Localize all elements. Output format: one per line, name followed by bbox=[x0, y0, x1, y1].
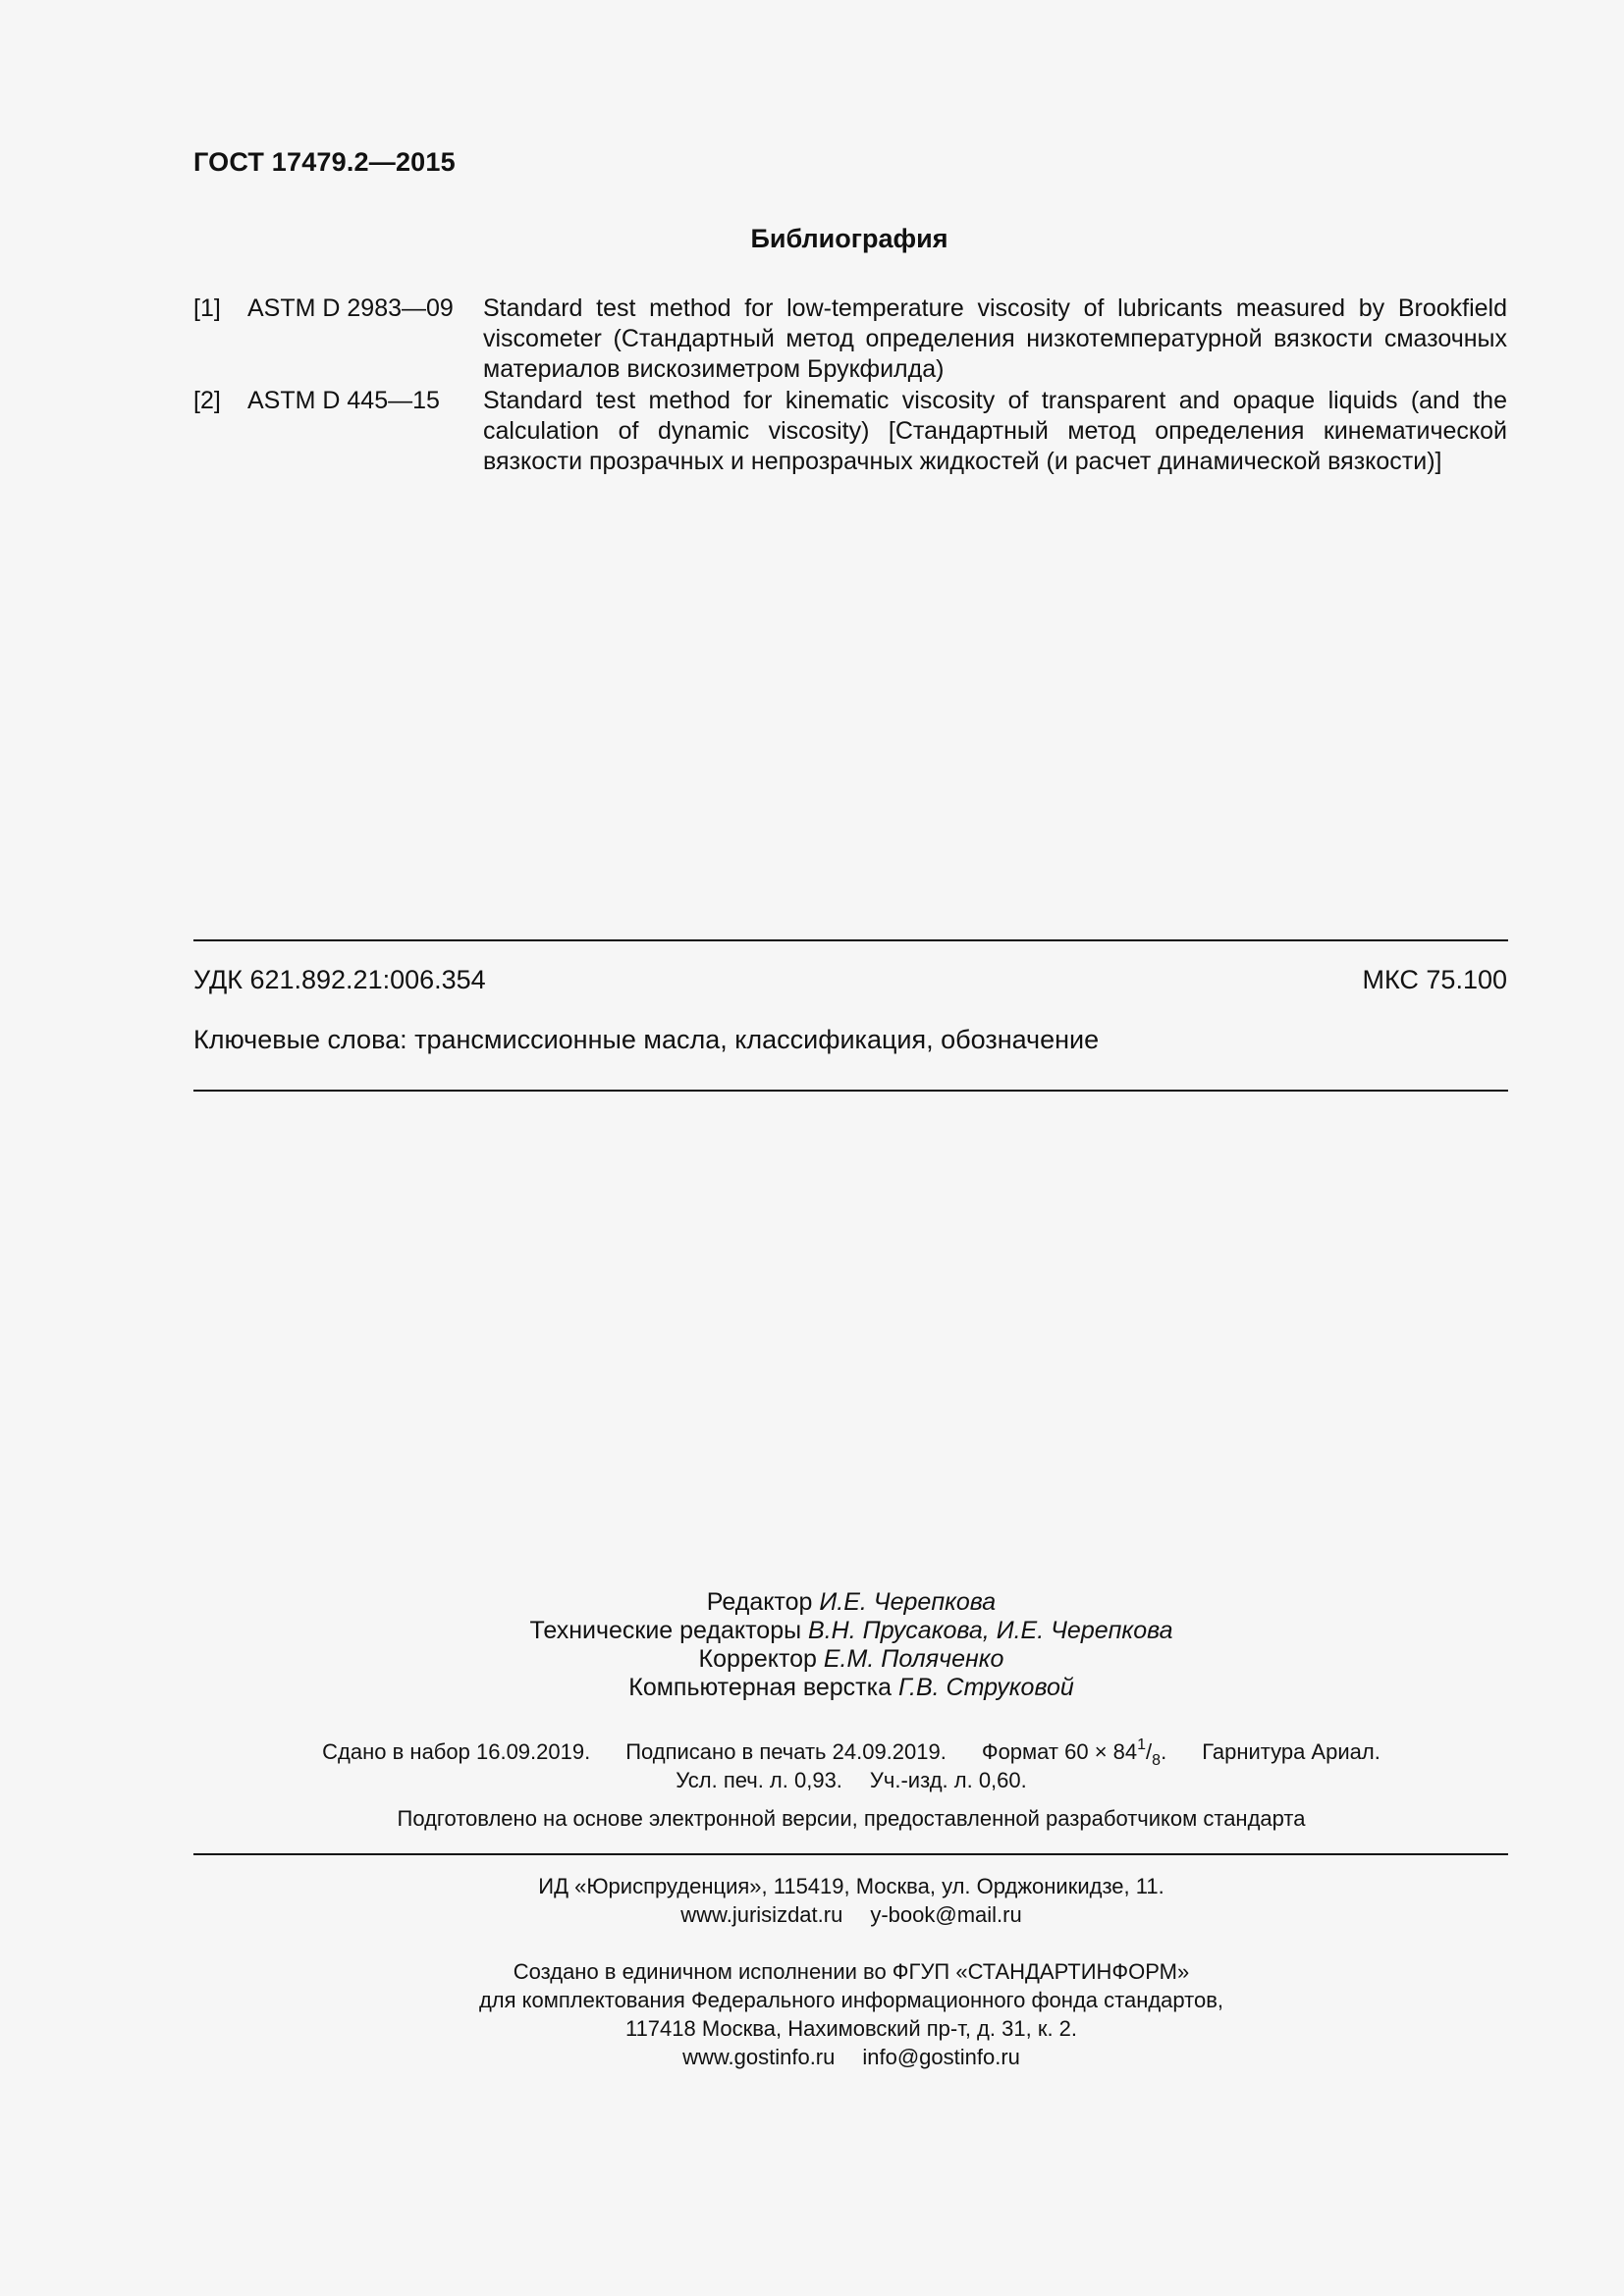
corrector-line bbox=[0, 1645, 1624, 1674]
entry-code: ASTM D 2983—09 bbox=[247, 294, 454, 322]
created-block bbox=[0, 1957, 1624, 2071]
created-line-3: 117418 Москва, Нахимовский пр-т, д. 31, к. 2. bbox=[624, 2016, 1078, 2041]
entry-text: Standard test method for kinematic viscosity of transparent and opaque liquids (and the calculation of dynamic viscosity) [Стандартный метод определения кинематической вязкости прозрачных и непрозрачных жидкостей (и расчет динамической вязкости)] bbox=[483, 387, 1507, 475]
print-info-line-1 bbox=[0, 1736, 1624, 1769]
publisher-address: ИД «Юриспруденция», 115419, Москва, ул. Орджоникидзе, 11. bbox=[538, 1874, 1164, 1898]
publish-sheets: Уч.-изд. л. 0,60. bbox=[869, 1768, 1027, 1792]
editor-name: И.Е. Черепкова bbox=[819, 1588, 997, 1616]
format-numerator: 1 bbox=[1137, 1736, 1147, 1753]
bibliography-title: Библиография bbox=[750, 224, 948, 253]
editor-label: Редактор bbox=[706, 1588, 813, 1616]
tech-editors-label: Технические редакторы bbox=[529, 1617, 802, 1644]
publisher-block bbox=[0, 1872, 1624, 1929]
created-line-2: для комплектования Федерального информационного фонда стандартов, bbox=[478, 1988, 1224, 2012]
publisher-website[interactable]: www.jurisizdat.ru bbox=[680, 1902, 843, 1927]
publisher-email[interactable]: y-book@mail.ru bbox=[870, 1902, 1022, 1927]
print-info-line-2 bbox=[0, 1766, 1624, 1794]
mks-code: МКС 75.100 bbox=[1362, 965, 1507, 994]
typeface: Гарнитура Ариал. bbox=[1202, 1739, 1380, 1764]
format-prefix: Формат 60 × 84 bbox=[981, 1739, 1138, 1764]
keywords: Ключевые слова: трансмиссионные масла, классификация, обозначение bbox=[193, 1025, 1100, 1054]
format bbox=[981, 1736, 1167, 1769]
corrector-name: Е.М. Поляченко bbox=[823, 1645, 1004, 1673]
credits-block bbox=[0, 1588, 1624, 1702]
divider-bottom bbox=[193, 1853, 1508, 1855]
divider-middle bbox=[193, 1090, 1508, 1092]
created-website[interactable]: www.gostinfo.ru bbox=[682, 2045, 836, 2069]
entry-code: ASTM D 445—15 bbox=[247, 387, 440, 414]
udk-code: УДК 621.892.21:006.354 bbox=[193, 965, 486, 994]
entry-number: [2] bbox=[193, 387, 221, 414]
corrector-label: Корректор bbox=[698, 1645, 817, 1673]
prepared-note: Подготовлено на основе электронной версии, предоставленной разработчиком стандарта bbox=[397, 1806, 1306, 1831]
document-code: ГОСТ 17479.2—2015 bbox=[193, 147, 456, 177]
tech-editors-line bbox=[0, 1617, 1624, 1645]
bibliography-entry bbox=[193, 294, 1507, 385]
tech-editors-names: В.Н. Прусакова, И.Е. Черепкова bbox=[808, 1617, 1173, 1644]
bibliography-entry bbox=[193, 386, 1507, 477]
created-email[interactable]: info@gostinfo.ru bbox=[862, 2045, 1020, 2069]
bibliography-list bbox=[193, 294, 1507, 478]
layout-label: Компьютерная верстка bbox=[628, 1674, 892, 1701]
submitted-date: Сдано в набор 16.09.2019. bbox=[322, 1739, 591, 1764]
print-sheets: Усл. печ. л. 0,93. bbox=[676, 1768, 842, 1792]
created-line-1: Создано в единичном исполнении во ФГУП «СТАНДАРТИНФОРМ» bbox=[513, 1959, 1190, 1984]
entry-number: [1] bbox=[193, 294, 221, 322]
created-contacts bbox=[0, 2043, 1624, 2071]
print-info bbox=[0, 1737, 1624, 1794]
layout-line bbox=[0, 1674, 1624, 1702]
editor-line bbox=[0, 1588, 1624, 1617]
layout-name: Г.В. Струковой bbox=[897, 1674, 1074, 1701]
format-denominator: 8 bbox=[1152, 1752, 1162, 1769]
divider-top bbox=[193, 939, 1508, 941]
signed-date: Подписано в печать 24.09.2019. bbox=[625, 1739, 947, 1764]
format-slash: / bbox=[1146, 1739, 1153, 1764]
entry-text: Standard test method for low-temperature viscosity of lubricants measured by Brookfield viscometer (Стандартный метод определения низкотемпературной вязкости смазочных материалов вискозиметром Брукфилда) bbox=[483, 294, 1507, 383]
publisher-contacts bbox=[0, 1900, 1624, 1929]
format-suffix: . bbox=[1161, 1739, 1167, 1764]
